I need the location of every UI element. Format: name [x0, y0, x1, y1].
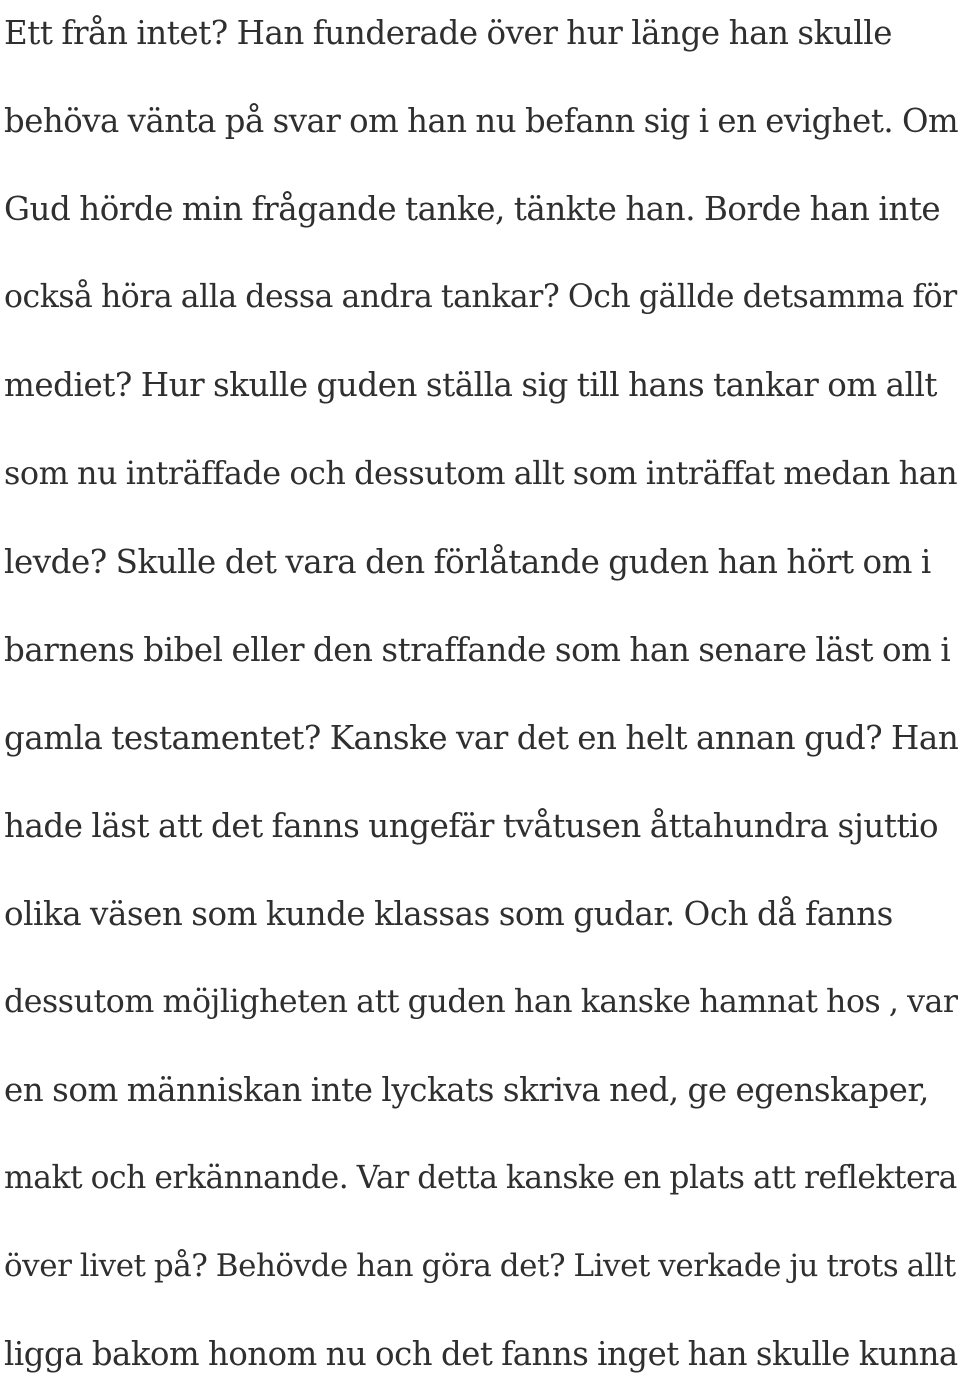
text-line: levde? Skulle det vara den förlåtande guden han hört om i — [4, 542, 931, 581]
text-line: en som människan inte lyckats skriva ned, ge egenskaper, — [4, 1071, 929, 1110]
text-line: olika väsen som kunde klassas som gudar. Och då fanns — [4, 894, 893, 933]
text-line: dessutom möjligheten att guden han kanske hamnat hos , var — [4, 984, 958, 1021]
text-line: över livet på? Behövde han göra det? Livet verkade ju trots allt — [4, 1248, 956, 1285]
text-line: Gud hörde min frågande tanke, tänkte han. Borde han inte — [4, 190, 941, 229]
text-line: Ett från intet? Han funderade över hur länge han skulle — [4, 14, 892, 52]
text-line: hade läst att det fanns ungefär tvåtusen åttahundra sjuttio — [4, 806, 939, 845]
text-line: barnens bibel eller den straffande som han senare läst om i — [4, 630, 951, 669]
text-line: ligga bakom honom nu och det fanns inget han skulle kunna — [4, 1335, 958, 1374]
body-paragraph — [4, 0, 960, 1399]
text-line: behöva vänta på svar om han nu befann sig i en evighet. Om — [4, 102, 959, 141]
text-line: gamla testamentet? Kanske var det en helt annan gud? Han — [4, 718, 959, 757]
text-line: också höra alla dessa andra tankar? Och gällde detsamma för — [4, 279, 957, 316]
text-line: som nu inträffade och dessutom allt som inträffat medan han — [4, 454, 958, 493]
document-page — [4, 0, 960, 1399]
text-line: makt och erkännande. Var detta kanske en plats att reflektera — [4, 1160, 957, 1197]
text-line: mediet? Hur skulle guden ställa sig till hans tankar om allt — [4, 366, 938, 405]
